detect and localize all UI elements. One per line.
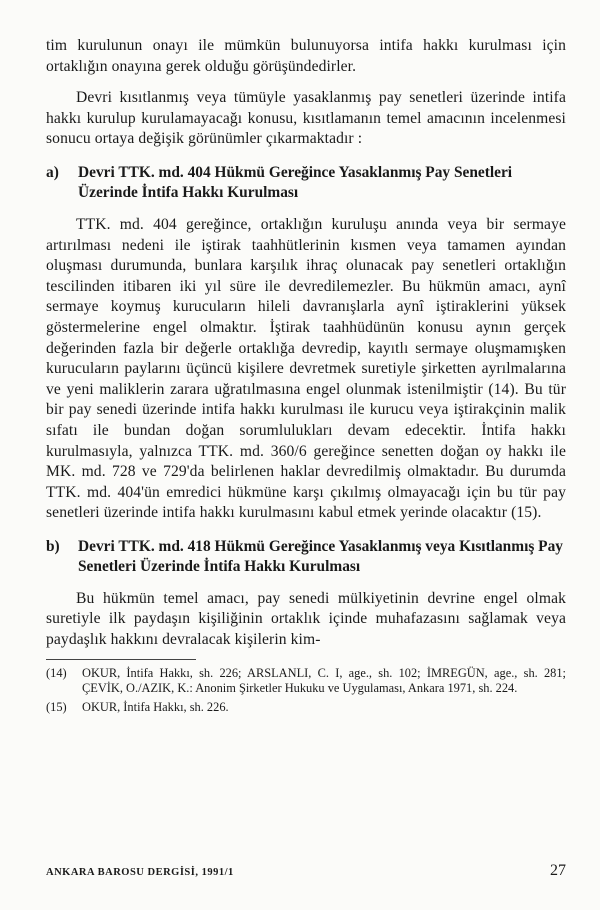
footnote-label: (14) (46, 665, 67, 680)
paragraph-intro: Devri kısıtlanmış veya tümüyle yasaklanmış pay senetleri üzerinde intifa hakkı kurulup kurulamayacağı konusu, kısıtlamanın temel amacının incelenmesi sonucu ortaya değişik görünümler çıkarmaktadır : (46, 89, 566, 148)
section-heading-b-label: b) (46, 537, 60, 555)
footnote-list (46, 666, 566, 716)
journal-name: ANKARA BAROSU DERGİSİ, 1991/1 (46, 867, 234, 878)
paragraph-section-a: TTK. md. 404 gereğince, ortaklığın kuruluşu anında veya bir sermaye artırılması nedeni ile iştirak taahhütlerinin kısmen veya tamamen ayından oluşması durumunda, bunlara karşılık ihraç olunacak pay senetleri ortaklığın tescilinden itibaren iki yıl süre ile devredilemezler. Bu hükmün amacı, aynî sermaye koymuş kurucuların hileli davranışlarla aynî iştiraklerini yüksek göstermelerine engel olmaktır. İştirak taahhüdünün konusu aynın gerçek değerinden fazla bir değerle ortaklığa devredip, kayıtlı sermaye oluşmamışken kurucuların paylarını üçüncü kişilere devretmek suretiyle şirketten ayrılmalarına ve yeni maliklerin zarara uğratılmasına engel olunmak istenilmiştir (14). Bu tür bir pay senedi üzerinde intifa hakkı kurulması ile kurucu veya iştirakçinin malik sıfatı ile bundan doğan sorumlulukları devam edecektir. İntifa hakkı kurulmasıyla, yalnızca TTK. md. 360/6 gereğince senetten doğan oy hakkı ile MK. md. 728 ve 729'da belirlenen haklar devredilmiş olmaktadır. Bu durumda TTK. md. 404'ün emredici hükmüne karşı çıkılmış olmayacağı için bu tür pay senetleri üzerinde intifa hakkı kurulmasını kabul etmek yerinde olacaktır (15). (46, 215, 566, 522)
section-heading-b-title: Devri TTK. md. 418 Hükmü Gereğince Yasaklanmış veya Kısıtlanmış Pay Senetleri Üzerinde İntifa Hakkı Kurulması (78, 537, 563, 575)
paragraph-continuation: tim kurulunun onayı ile mümkün bulunuyorsa intifa hakkı kurulması için ortaklığın onayına gerek olduğu görüşündedirler. (46, 37, 566, 75)
footnote-14 (46, 666, 566, 697)
section-heading-a-label: a) (46, 163, 59, 181)
paragraph-section-b: Bu hükmün temel amacı, pay senedi mülkiyetinin devrine engel olmak suretiyle ilk paydaşın kişiliğinin ortaklık içinde muhafazasını sağlamak veya paydaşlık hakkını devralacak kişilerin kim- (46, 589, 566, 649)
footnote-15 (46, 700, 566, 715)
page-number: 27 (550, 862, 566, 879)
section-heading-a-title: Devri TTK. md. 404 Hükmü Gereğince Yasaklanmış Pay Senetleri Üzerinde İntifa Hakkı Kurulması (78, 163, 513, 201)
footnote-text: OKUR, İntifa Hakkı, sh. 226; ARSLANLI, C. I, age., sh. 102; İMREGÜN, age., sh. 281; ÇEVİK, O./AZIK, K.: Anonim Şirketler Hukuku ve Uygulaması, Ankara 1971, sh. 224. (82, 665, 566, 696)
section-heading-b (46, 537, 566, 577)
footnote-label: (15) (46, 700, 67, 715)
page-footer (46, 862, 566, 880)
section-heading-a (46, 163, 566, 203)
footnote-text: OKUR, İntifa Hakkı, sh. 226. (82, 700, 229, 715)
footnote-rule (46, 659, 196, 660)
